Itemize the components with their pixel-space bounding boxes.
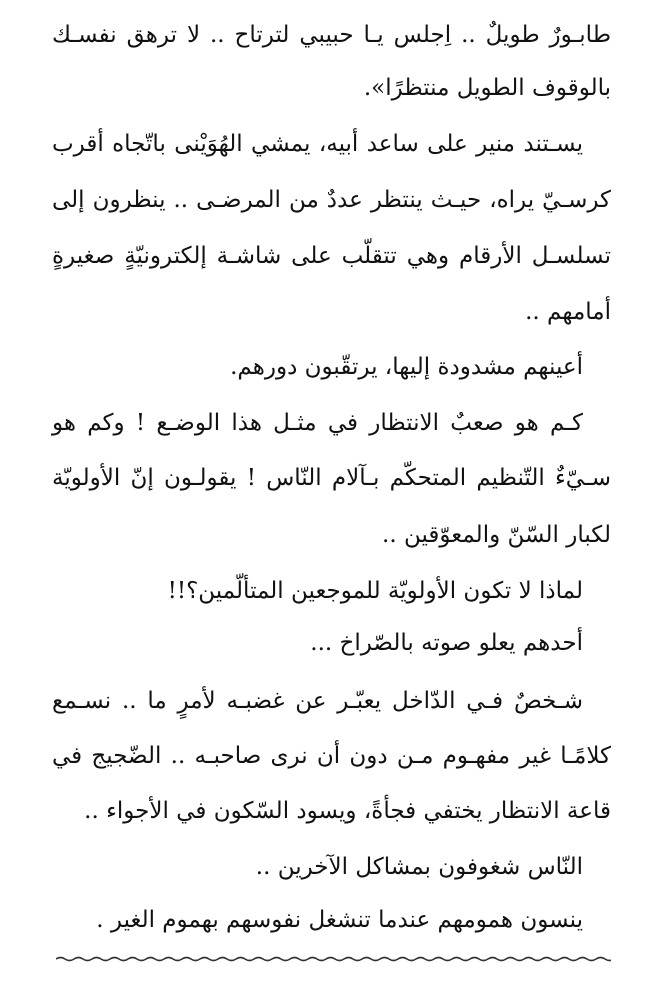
text-line: كـم هو صعبٌ الانتظار في مثـل هذا الوضـع ! وكم هو — [52, 410, 583, 436]
wavy-divider — [56, 950, 611, 968]
text-line: سـيّءٌ التّنظيم المتحكّم بـآلام النّاس ! يقولـون إنّ الأولويّة — [52, 465, 611, 491]
text-line: قاعة الانتظار يختفي فجأةً، ويسود السّكون في الأجواء .. — [84, 798, 611, 824]
text-line: يسـتند منير على ساعد أبيه، يمشي الهُوَيْنى باتّجاه أقرب — [52, 131, 583, 157]
text-line: طابـورٌ طويلٌ .. اِجلس يـا حبيبي لترتاح .. لا ترهق نفسـك — [52, 22, 611, 48]
text-line: تسلسـل الأرقام وهي تتقلّب على شاشـة إلكترونيّةٍ صغيرةٍ — [52, 243, 611, 269]
text-line: ينسون همومهم عندما تنشغل نفوسهم بهموم الغير . — [96, 907, 583, 933]
text-line: بالوقوف الطويل منتظرًا». — [363, 75, 611, 101]
text-line: النّاس شغوفون بمشاكل الآخرين .. — [255, 854, 583, 880]
text-line: أحدهم يعلو صوته بالصّراخ ... — [310, 630, 583, 656]
text-line: لماذا لا تكون الأولويّة للموجعين المتألّمين؟!! — [167, 578, 583, 604]
text-line: شـخصٌ فـي الدّاخل يعبّـر عن غضبـه لأمرٍ ما .. نسـمع — [52, 688, 583, 714]
text-line: كلامًـا غير مفهـوم مـن دون أن نرى صاحبـه .. الضّجيج في — [52, 743, 611, 769]
text-line: لكبار السّنّ والمعوّقين .. — [382, 522, 611, 548]
text-line: كرسـيّ يراه، حيـث ينتظر عددٌ من المرضـى .. ينظرون إلى — [52, 187, 611, 213]
text-line: أمامهم .. — [525, 299, 611, 325]
text-line: أعينهم مشدودة إليها، يرتقّبون دورهم. — [230, 354, 583, 380]
